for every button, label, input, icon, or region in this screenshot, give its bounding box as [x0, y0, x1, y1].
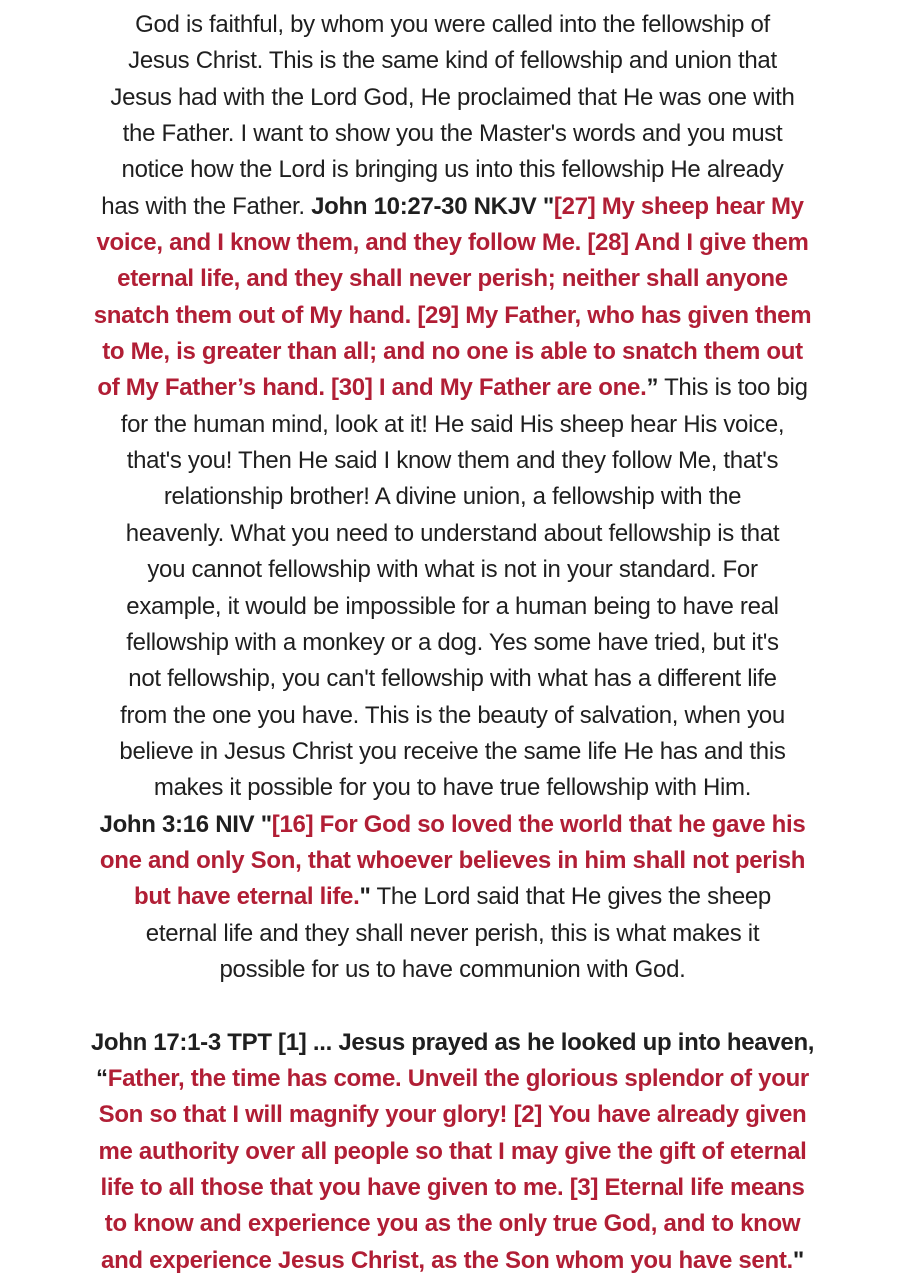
scripture-quote-run: me authority over all people so that I may give the gift of eternal	[98, 1137, 807, 1165]
scripture-quote-run: [27] My sheep hear My	[553, 192, 804, 220]
body-text-run: that's you! Then He said I know them and they follow Me, that's	[126, 447, 779, 475]
text-line	[0, 443, 905, 479]
body-text-run: example, it would be impossible for a human being to have real	[126, 592, 779, 620]
reference-text-run: John 3:16 NIV "	[99, 810, 272, 838]
text-line	[0, 479, 905, 515]
text-line	[0, 407, 905, 443]
scripture-quote-run: one and only Son, that whoever believes in him shall not perish	[99, 846, 806, 874]
body-text-run: has with the Father.	[101, 192, 312, 220]
text-line	[0, 1134, 905, 1170]
body-text-run: the Father. I want to show you the Master's words and you must	[122, 120, 783, 148]
reference-text-run: John 17:1-3 TPT [1] ... Jesus prayed as he looked up into heaven,	[90, 1028, 815, 1056]
body-text-run: you cannot fellowship with what is not in your standard. For	[147, 556, 758, 584]
text-line	[0, 734, 905, 770]
reference-text-run: "	[792, 1246, 804, 1274]
text-line	[0, 589, 905, 625]
text-line	[0, 661, 905, 697]
body-text-run: notice how the Lord is bringing us into this fellowship He already	[121, 156, 784, 184]
scripture-quote-run: snatch them out of My hand. [29] My Father, who has given them	[93, 301, 812, 329]
scripture-quote-run: [16] For God so loved the world that he gave his	[271, 810, 806, 838]
body-text-run: heavenly. What you need to understand about fellowship is that	[125, 519, 780, 547]
body-text-run: possible for us to have communion with God.	[219, 955, 686, 983]
text-line	[0, 1097, 905, 1133]
text-line	[0, 7, 905, 43]
scripture-quote-run: to know and experience you as the only true God, and to know	[104, 1210, 801, 1238]
text-line	[0, 516, 905, 552]
text-line	[0, 1025, 905, 1061]
text-line	[0, 807, 905, 843]
blank-line	[0, 988, 905, 1024]
text-line	[0, 261, 905, 297]
text-line	[0, 952, 905, 988]
body-text-run: fellowship with a monkey or a dog. Yes some have tried, but it's	[126, 628, 779, 656]
body-text-run: believe in Jesus Christ you receive the same life He has and this	[119, 737, 786, 765]
body-text-run: The Lord said that He gives the sheep	[370, 883, 771, 911]
scripture-quote-run: Father, the time has come. Unveil the glorious splendor of your	[107, 1064, 809, 1092]
body-text-run: from the one you have. This is the beauty of salvation, when you	[120, 701, 785, 729]
text-line	[0, 1170, 905, 1206]
text-line	[0, 1061, 905, 1097]
scripture-quote-run: eternal life, and they shall never perish; neither shall anyone	[117, 265, 788, 293]
text-line	[0, 80, 905, 116]
reference-text-run: ”	[646, 374, 659, 402]
text-line	[0, 698, 905, 734]
text-line	[0, 116, 905, 152]
body-text-run: makes it possible for you to have true fellowship with Him.	[153, 774, 752, 802]
reference-text-run: "	[359, 883, 371, 911]
body-text-run: eternal life and they shall never perish, this is what makes it	[145, 919, 760, 947]
text-line	[0, 334, 905, 370]
text-line	[0, 370, 905, 406]
text-line	[0, 189, 905, 225]
body-text-run: Jesus Christ. This is the same kind of fellowship and union that	[128, 47, 777, 75]
text-line	[0, 1243, 905, 1279]
text-line	[0, 552, 905, 588]
text-line	[0, 298, 905, 334]
scripture-quote-run: voice, and I know them, and they follow Me. [28] And I give them	[96, 229, 809, 257]
scripture-quote-run: Son so that I will magnify your glory! [2] You have already given	[98, 1101, 807, 1129]
body-text-run: not fellowship, you can't fellowship with what has a different life	[128, 665, 777, 693]
body-text-run: Jesus had with the Lord God, He proclaimed that He was one with	[110, 83, 795, 111]
text-line	[0, 770, 905, 806]
scripture-quote-run: but have eternal life.	[134, 883, 360, 911]
text-line	[0, 625, 905, 661]
body-text-run: God is faithful, by whom you were called into the fellowship of	[135, 11, 770, 38]
body-text-run: This is too big	[658, 374, 808, 402]
body-text-run: for the human mind, look at it! He said His sheep hear His voice,	[120, 410, 785, 438]
reference-text-run: John 10:27-30 NKJV "	[311, 192, 554, 220]
text-line	[0, 879, 905, 915]
text-line	[0, 152, 905, 188]
scripture-quote-run: of My Father’s hand. [30] I and My Father are one.	[97, 374, 647, 402]
text-line	[0, 916, 905, 952]
body-text-run: relationship brother! A divine union, a fellowship with the	[163, 483, 742, 511]
text-line	[0, 225, 905, 261]
scripture-quote-run: and experience Jesus Christ, as the Son whom you have sent.	[101, 1246, 793, 1274]
scripture-quote-run: to Me, is greater than all; and no one is able to snatch them out	[102, 338, 803, 366]
reference-text-run: “	[96, 1064, 108, 1092]
scripture-quote-run: life to all those that you have given to me. [3] Eternal life means	[100, 1174, 805, 1201]
text-line	[0, 1206, 905, 1242]
text-line	[0, 43, 905, 79]
text-line	[0, 843, 905, 879]
